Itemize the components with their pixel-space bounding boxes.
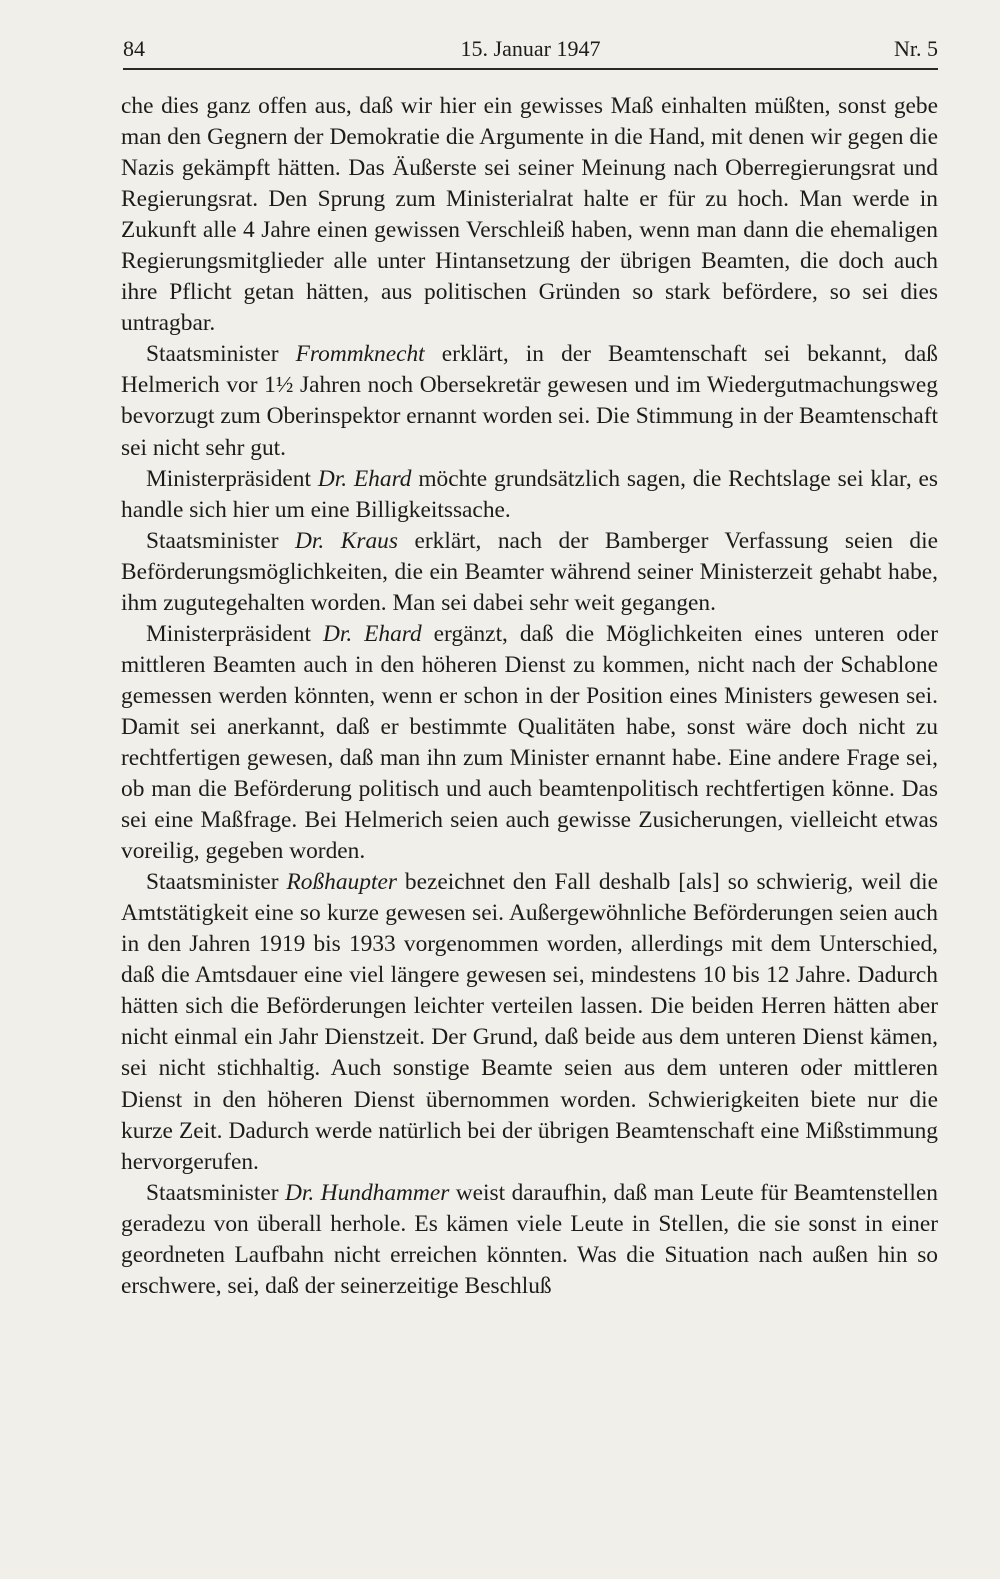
speaker-name: Dr. Ehard	[322, 620, 422, 647]
paragraph	[121, 867, 938, 1177]
paragraph	[121, 526, 938, 619]
speaker-name: Frommknecht	[295, 341, 425, 368]
paragraph	[121, 464, 938, 526]
paragraph	[121, 91, 938, 339]
speaker-name: Dr. Kraus	[295, 527, 398, 554]
speaker-title: Staatsminister	[146, 341, 296, 368]
paragraph-text: bezeichnet den Fall deshalb [als] so schwierig, weil die Amtstätigkeit eine so kurze gewesen sei. Außergewöhnliche Beförderungen seien auch in den Jahren 1919 bis 1933 vorgenommen worden, allerdings mit dem Unterschied, daß die Amtsdauer eine viel längere gewesen sei, mindestens 10 bis 12 Jahre. Dadurch hätten sich die Beförderungen leichter verteilen lassen. Die beiden Herren hätten aber nicht einmal ein Jahr Dienstzeit. Der Grund, daß beide aus dem unteren Dienst kämen, sei nicht stichhaltig. Auch sonstige Beamte seien aus dem unteren oder mittleren Dienst in den höheren Dienst übernommen worden. Schwierigkeiten biete nur die kurze Zeit. Dadurch werde natürlich bei der übrigen Beamtenschaft eine Mißstimmung hervorgerufen.	[121, 869, 938, 1175]
paragraph-text: weist daraufhin, daß man Leute für Beamtenstellen geradezu von überall herhole. Es kämen viele Leute in Stellen, die sie sonst in einer geordneten Laufbahn nicht erreichen könnten. Was die Situation nach außen hin so erschwere, sei, daß der seinerzeitige Beschluß	[121, 1179, 938, 1299]
paragraph-text: erklärt, in der Beamtenschaft sei bekannt, daß Helmerich vor 1½ Jahren noch Obersekretär gewesen und im Wiedergutmachungsweg bevorzugt zum Oberinspektor ernannt worden sei. Die Stimmung in der Beamtenschaft sei nicht sehr gut.	[121, 341, 938, 461]
paragraph	[121, 1178, 938, 1302]
paragraph-text: möchte grundsätzlich sagen, die Rechtslage sei klar, es handle sich hier um eine Billigkeitssache.	[121, 465, 938, 523]
issue-number: Nr. 5	[894, 36, 938, 61]
header-date: 15. Januar 1947	[460, 36, 601, 61]
speaker-name: Dr. Hundhammer	[284, 1179, 450, 1206]
paragraph-text: ergänzt, daß die Möglichkeiten eines unteren oder mittleren Beamten auch in den höheren Dienst zu kommen, nicht nach der Schablone gemessen werden könnten, wenn er schon in der Position eines Ministers gewesen sei. Damit sei anerkannt, daß er bestimmte Qualitäten habe, sonst wäre doch nicht zu rechtfertigen gewesen, daß man ihn zum Minister ernannt habe. Eine andere Frage sei, ob man die Beförderung politisch und auch beamtenpolitisch rechtfertigen könne. Das sei eine Maßfrage. Bei Helmerich seien auch gewisse Zusicherungen, vielleicht etwas voreilig, gegeben worden.	[121, 620, 938, 865]
paragraph-text: erklärt, nach der Bamberger Verfassung seien die Beförderungsmöglichkeiten, die ein Beamter während seiner Ministerzeit gehabt habe, ihm zugutegehalten worden. Man sei dabei sehr weit gegangen.	[121, 527, 938, 616]
paragraph-text: che dies ganz offen aus, daß wir hier ein gewisses Maß einhalten müßten, sonst gebe man den Gegnern der Demokratie die Argumente in die Hand, mit denen wir gegen die Nazis gekämpft hätten. Das Äußerste sei seiner Meinung nach Oberregierungsrat und Regierungsrat. Den Sprung zum Ministerialrat halte er für zu hoch. Man werde in Zukunft alle 4 Jahre einen gewissen Verschleiß haben, wenn man dann die ehemaligen Regierungsmitglieder alle unter Hintansetzung der übrigen Beamten, die doch auch ihre Pflicht getan hätten, aus politischen Gründen so stark befördere, so sei dies untragbar.	[121, 93, 938, 337]
speaker-title: Staatsminister	[146, 1179, 285, 1206]
speaker-name: Dr. Ehard	[317, 465, 412, 492]
speaker-name: Roßhaupter	[286, 869, 397, 896]
speaker-title: Ministerpräsident	[146, 465, 318, 492]
speaker-title: Ministerpräsident	[146, 620, 323, 647]
page-number: 84	[123, 36, 145, 61]
body-text	[121, 91, 938, 1302]
running-header	[123, 32, 938, 70]
speaker-title: Staatsminister	[146, 527, 296, 554]
paragraph	[121, 619, 938, 867]
paragraph	[121, 339, 938, 463]
speaker-title: Staatsminister	[146, 869, 287, 896]
